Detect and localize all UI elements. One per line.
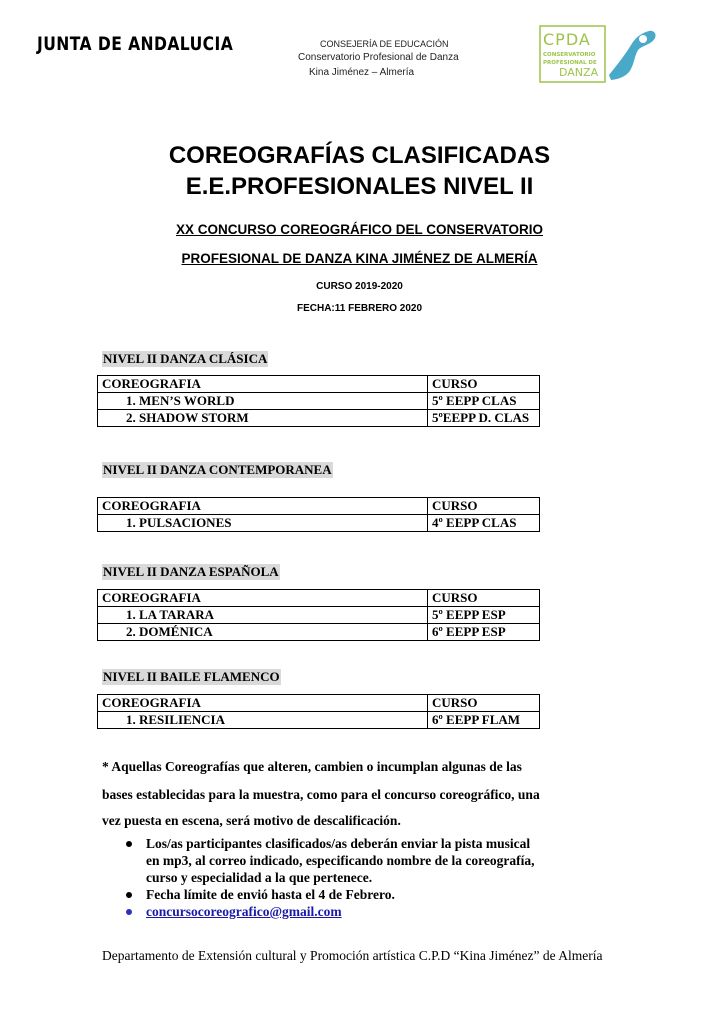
col-header-coreografia: COREOGRAFIA (98, 376, 428, 393)
bullet-text-line: curso y especialidad a la que pertenece. (146, 870, 373, 885)
bullet-icon (126, 892, 132, 898)
table-header-row (98, 695, 540, 712)
choreography-curso: 5º EEPP CLAS (428, 393, 540, 410)
logo-line1: CONSERVATORIO (543, 52, 596, 58)
col-header-curso: CURSO (428, 590, 540, 607)
choreography-name: 1. LA TARARA (98, 607, 428, 624)
bullet-icon (126, 841, 132, 847)
contest-title-line2: PROFESIONAL DE DANZA KINA JIMÉNEZ DE ALMERÍA (181, 251, 538, 266)
bullet-text-line: Los/as participantes clasificados/as deberán enviar la pista musical (146, 836, 531, 851)
logo-abbr: CPDA (543, 30, 591, 49)
section-title-contemporanea: NIVEL II DANZA CONTEMPORANEA (103, 462, 332, 477)
table-row (98, 607, 540, 624)
table-header-row (98, 376, 540, 393)
col-header-curso: CURSO (428, 695, 540, 712)
deadline-text: Fecha límite de envió hasta el 4 de Febrero. (146, 887, 395, 902)
note-line1: * Aquellas Coreografías que alteren, cambien o incumplan algunas de las (102, 759, 522, 774)
consejeria-text: CONSEJERÍA DE EDUCACIÓN (320, 39, 449, 49)
table-row (98, 624, 540, 641)
dancer-silhouette-icon (609, 31, 656, 80)
cpda-logo (539, 25, 661, 83)
choreography-curso: 6º EEPP ESP (428, 624, 540, 641)
table-contemporanea (97, 497, 540, 532)
table-row (98, 515, 540, 532)
section-title-flamenco: NIVEL II BAILE FLAMENCO (103, 669, 280, 684)
note-line2: bases establecidas para la muestra, como para el concurso coreográfico, una (102, 787, 540, 802)
choreography-curso: 5ºEEPP D. CLAS (428, 410, 540, 427)
col-header-curso: CURSO (428, 376, 540, 393)
page-title-line1: COREOGRAFÍAS CLASIFICADAS (168, 142, 551, 169)
conservatorio-text: Conservatorio Profesional de Danza (298, 52, 459, 63)
logo-line2: PROFESIONAL DE (543, 60, 597, 66)
instructions-list (120, 835, 534, 920)
choreography-curso: 5º EEPP ESP (428, 607, 540, 624)
choreography-curso: 6º EEPP FLAM (428, 712, 540, 729)
table-clasica (97, 375, 540, 427)
table-espanola (97, 589, 540, 641)
list-item (120, 886, 534, 903)
curso-text: CURSO 2019-2020 (316, 281, 403, 292)
contest-title-line1: XX CONCURSO COREOGRÁFICO DEL CONSERVATORIO (175, 222, 544, 237)
choreography-name: 2. DOMÉNICA (98, 624, 428, 641)
section-title-espanola: NIVEL II DANZA ESPAÑOLA (103, 564, 279, 579)
note-line3: vez puesta en escena, será motivo de descalificación. (102, 813, 401, 828)
fecha-text: FECHA:11 FEBRERO 2020 (296, 303, 423, 314)
section-title-clasica: NIVEL II DANZA CLÁSICA (103, 351, 268, 366)
choreography-name: 1. MEN’S WORLD (98, 393, 428, 410)
table-header-row (98, 498, 540, 515)
table-row (98, 712, 540, 729)
col-header-coreografia: COREOGRAFIA (98, 695, 428, 712)
table-header-row (98, 590, 540, 607)
table-flamenco (97, 694, 540, 729)
page-title-line2: E.E.PROFESIONALES NIVEL II (185, 173, 534, 200)
table-row (98, 393, 540, 410)
choreography-name: 1. PULSACIONES (98, 515, 428, 532)
footer-text: Departamento de Extensión cultural y Promoción artística C.P.D “Kina Jiménez” de Almería (102, 948, 603, 963)
col-header-curso: CURSO (428, 498, 540, 515)
list-item (120, 903, 534, 920)
bullet-text-line: en mp3, al correo indicado, especificando nombre de la coreografía, (146, 853, 535, 868)
email-link[interactable]: concursocoreografico@gmail.com (146, 904, 342, 919)
location-text: Kina Jiménez – Almería (309, 67, 415, 78)
junta-logo-text: JUNTA DE ANDALUCIA (37, 33, 234, 55)
logo-line3: DANZA (559, 66, 599, 79)
col-header-coreografia: COREOGRAFIA (98, 498, 428, 515)
choreography-name: 1. RESILIENCIA (98, 712, 428, 729)
table-row (98, 410, 540, 427)
col-header-coreografia: COREOGRAFIA (98, 590, 428, 607)
choreography-name: 2. SHADOW STORM (98, 410, 428, 427)
choreography-curso: 4º EEPP CLAS (428, 515, 540, 532)
list-item (120, 835, 534, 886)
bullet-icon (126, 909, 132, 915)
